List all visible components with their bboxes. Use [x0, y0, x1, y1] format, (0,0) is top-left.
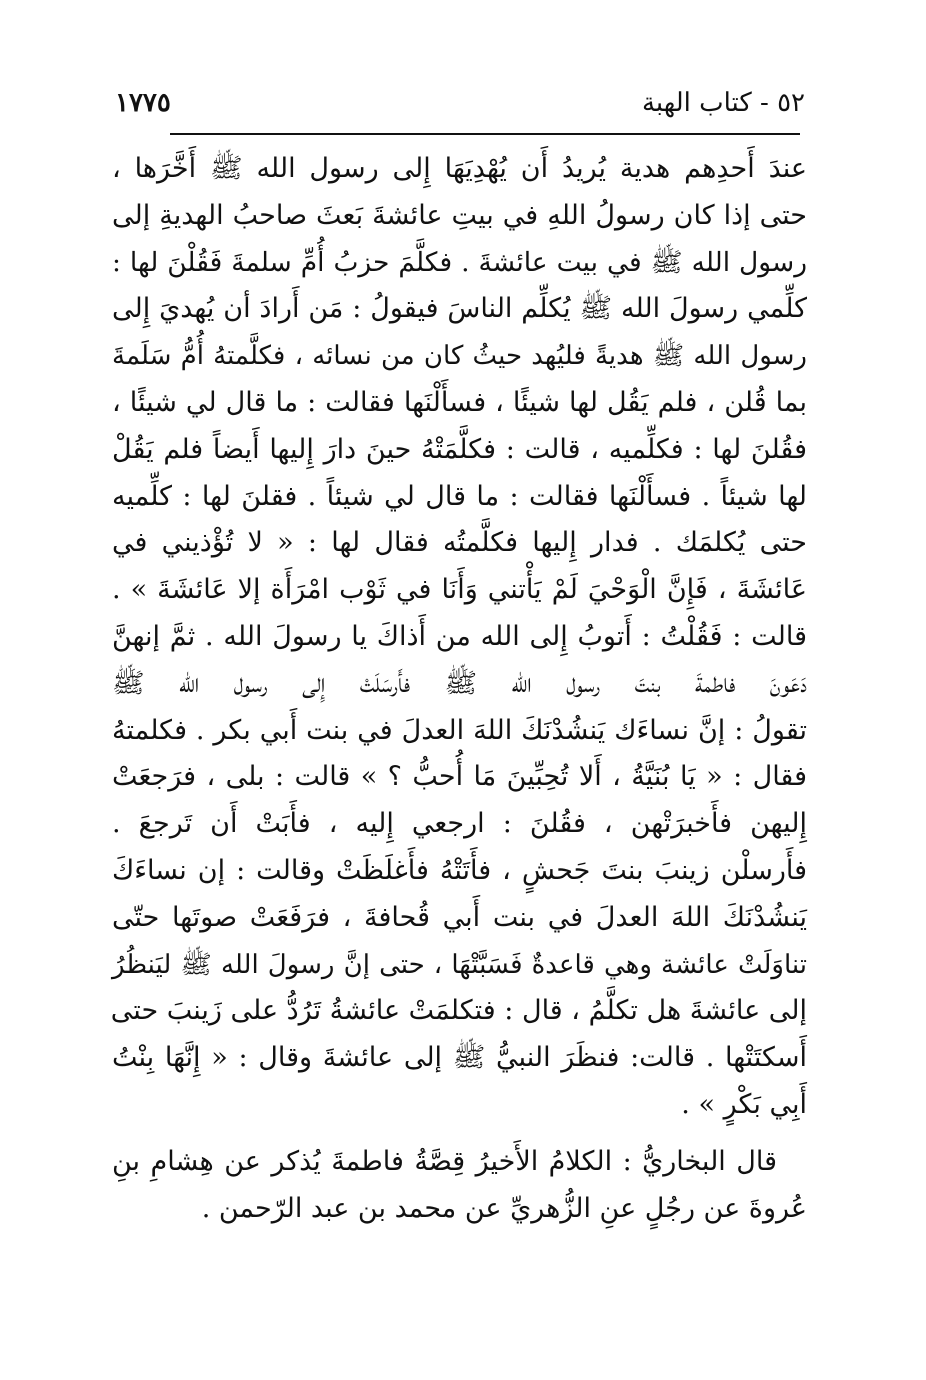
- text-line: أَبِي بَكْرٍ » .: [681, 1088, 807, 1120]
- text-line: حتى إذا كان رسولُ اللهِ في بيتِ عائشةَ بَعثَ صاحبُ الهديةِ إلى: [112, 199, 807, 231]
- text-line: عندَ أَحدِهم هدية يُريدُ أَن يُهْدِيَهَا إِلى رسول الله ﷺ أَخَّرَها ،: [112, 153, 807, 184]
- text-line: أَسكتَتْها . قالت: فنظَرَ النبيُّ ﷺ إلى عائشةَ وقال : « إِنَّهَا بِنْتُ: [112, 1042, 807, 1074]
- text-line: دَعَونَ فاطمةَ بنتَ رسول الله ﷺ فأَرسَلَتْ إِلى رسول الله ﷺ: [112, 667, 807, 699]
- text-line: قالت : فَقُلْتُ : أَتوبُ إِلى الله من أَذاكَ يا رسولَ الله . ثمَّ إنهنَّ: [112, 620, 807, 652]
- text-line: كلِّمي رسولَ الله ﷺ يُكلِّم الناسَ فيقولُ : مَن أَرادَ أن يُهديَ إِلى: [112, 293, 807, 325]
- commentary-paragraph: [112, 1139, 807, 1233]
- text-line: رسول الله ﷺ في بيت عائشةَ . فكلَّمَ حزبُ أُمِّ سلمةَ فَقُلْنَ لها :: [112, 246, 807, 278]
- hadith-paragraph: [112, 146, 807, 1129]
- page-header: [115, 88, 805, 128]
- text-line: فقال : « يَا بُنَيَّةُ ، أَلا تُحِبِّينَ مَا أُحبُّ ؟ » قالت : بلى ، فرَجعَتْ: [112, 761, 807, 793]
- text-line: رسول الله ﷺ هديةً فليُهد حيثُ كان من نسائه ، فكلَّمتهُ أُمُّ سَلَمةَ: [112, 341, 807, 372]
- text-line: تناوَلَتْ عائشة وهي قاعدةٌ فَسَبَّتْهَا ، حتى إنَّ رسولَ الله ﷺ ليَنظُرُ: [112, 949, 807, 980]
- text-line: حتى يُكلمَك . فدار إِليها فكلَّمتُه فقال لها : « لا تُؤْذيني في: [112, 527, 807, 559]
- text-line: فأَرسلْن زينبَ بنتَ جَحشٍ ، فأَتَتْهُ فأَغلَظَتْ وقالت : إن نساءَكَ: [112, 854, 807, 886]
- body-text: [112, 146, 807, 1232]
- text-line: عُروةَ عن رجُلٍ عنِ الزُّهريِّ عن محمد بن عبد الرّحمن .: [201, 1192, 807, 1224]
- chapter-title: ٥٢ - كتاب الهبة: [641, 88, 805, 118]
- text-line: إِليهن فأَخبرَتْهن ، فقُلنَ : ارجعي إِليه ، فأَبَتْ أَن تَرجعَ .: [112, 808, 807, 840]
- text-line: فقُلنَ لها : فكلِّميه ، قالت : فكلَّمَتْهُ حينَ دارَ إِليها أَيضاً فلم يَقُلْ: [112, 433, 807, 465]
- text-line: عَائشَةَ ، فَإِنَّ الْوَحْيَ لَمْ يَأْتني وَأَنَا في ثَوْب امْرَأَة إلا عَائشَةَ » .: [112, 574, 807, 606]
- text-line: تقولُ : إنَّ نساءَك يَنشُدْنَكَ اللهَ العدلَ في بنت أَبي بكر . فكلمتهُ: [112, 714, 807, 746]
- text-line: يَنشُدْنَكَ اللهَ العدلَ في بنت أَبي قُحافةَ ، فرَفَعَتْ صوتَها حتّى: [112, 901, 807, 933]
- text-line: بما قُلن ، فلم يَقُل لها شيئًا ، فسأَلْنَها فقالت : ما قال لي شيئًا ،: [112, 386, 807, 418]
- text-line: لها شيئاً . فسأَلْنَها فقالت : ما قال لي شيئاً . فقلنَ لها : كلِّميه: [112, 480, 807, 512]
- text-line: قال البخاريُّ : الكلامُ الأَخيرُ قِصَّةُ فاطمةَ يُذكر عن هِشامِ بنِ: [112, 1145, 777, 1177]
- page-number: ١٧٧٥: [115, 88, 171, 118]
- paragraph-gap: [112, 1129, 807, 1139]
- header-rule: [170, 133, 800, 135]
- text-line: إلى عائشةَ هل تكلَّمُ ، قال : فتكلمَتْ عائشةُ تَرُدُّ على زَينبَ حتى: [110, 995, 807, 1027]
